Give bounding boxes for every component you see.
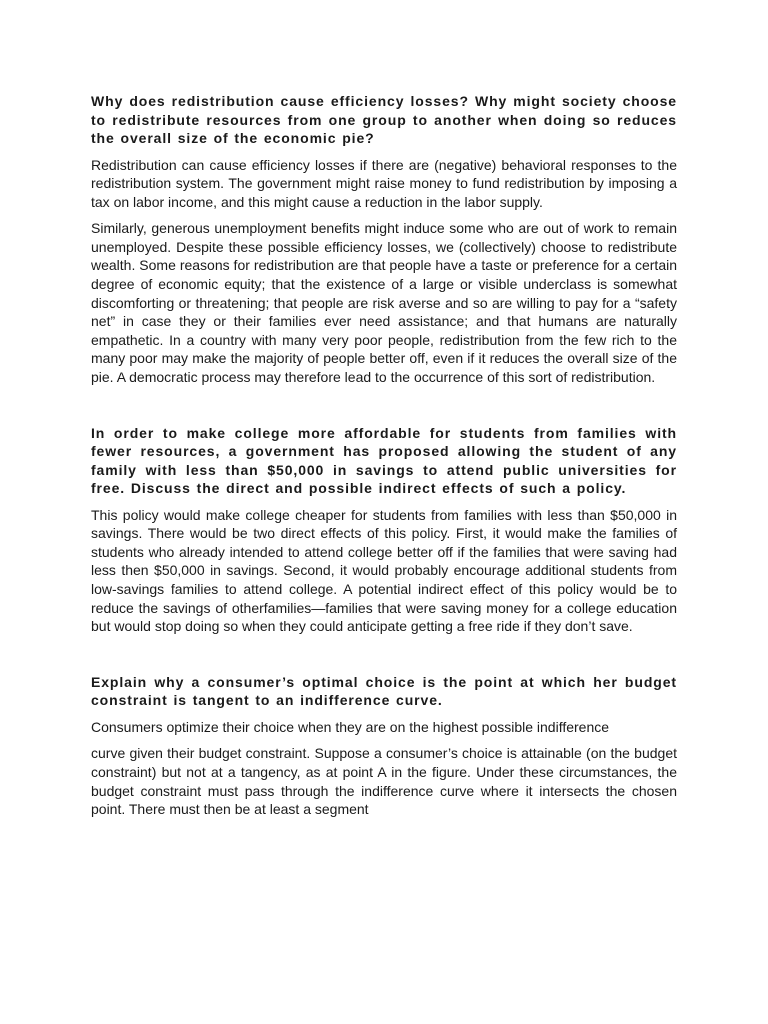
question-heading: Why does redistribution cause efficiency losses? Why might society choose to redistribute resources from one group to another when doing so reduces the overall size of the economic pie? bbox=[91, 93, 677, 146]
document-page bbox=[91, 92, 677, 819]
answer-paragraph: Similarly, generous unemployment benefits might induce some who are out of work to remain unemployed. Despite these possible efficiency losses, we (collectively) choose to redistribute wealth. Some reasons for redistribution are that people have a taste or preference for a certain degree of economic equity; that the existence of a large or visible underclass is somewhat discomforting or threatening; that people are risk averse and so are willing to pay for a “safety net” in case they or their families ever need assistance; and that humans are naturally empathetic. In a country with many very poor people, redistribution from the few rich to the many poor may make the majority of people better off, even if it reduces the overall size of the pie. A democratic process may therefore lead to the occurrence of this sort of redistribution. bbox=[91, 220, 677, 386]
answer-paragraph: This policy would make college cheaper for students from families with less than $50,000 in savings. There would be two direct effects of this policy. First, it would make the families of students who already intended to attend college better off if the families that were saving had less then $50,000 in savings. Second, it would probably encourage additional students from low-savings families to attend college. A potential indirect effect of this policy would be to reduce the savings of otherfamilies—families that were saving money for a college education but would stop doing so when they could anticipate getting a free ride if they don’t save. bbox=[91, 506, 677, 635]
answer-paragraph: Redistribution can cause efficiency losses if there are (negative) behavioral responses to the redistribution system. The government might raise money to fund redistribution by imposing a tax on labor income, and this might cause a reduction in the labor supply. bbox=[91, 156, 677, 210]
answer-paragraph: curve given their budget constraint. Suppose a consumer’s choice is attainable (on the budget constraint) but not at a tangency, as at point A in the figure. Under these circumstances, the budget constraint must pass through the indifference curve where it intersects the chosen point. There must then be at least a segment bbox=[91, 745, 677, 818]
section-redistribution bbox=[91, 92, 677, 387]
question-heading: In order to make college more affordable for students from families with fewer resources, a government has proposed allowing the student of any family with less than $50,000 in savings to attend public universities for free. Discuss the direct and possible indirect effects of such a policy. bbox=[91, 424, 677, 497]
section-consumer-choice bbox=[91, 673, 677, 819]
section-college-policy bbox=[91, 424, 677, 636]
answer-paragraph: Consumers optimize their choice when they are on the highest possible indifference bbox=[91, 718, 610, 735]
question-heading: Explain why a consumer’s optimal choice is the point at which her budget constraint is tangent to an indifference curve. bbox=[91, 673, 677, 709]
